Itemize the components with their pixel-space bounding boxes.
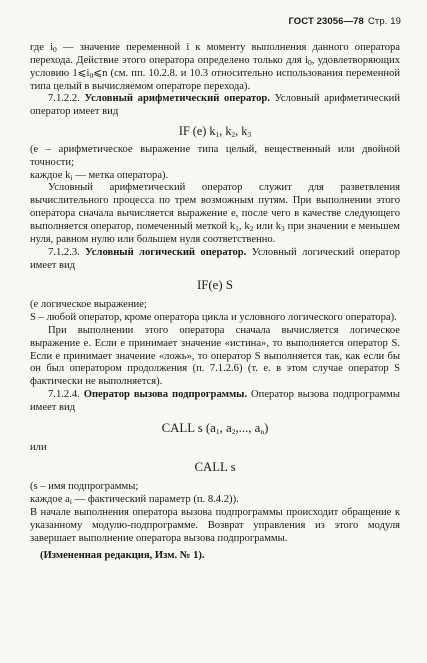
or-word: или [30,441,47,453]
section-7122-heading: 7.1.2.2. Условный арифметический оператор. Условный арифметический оператор имеет вид [30,93,400,118]
amendment-note: (Измененная редакция, Изм. № 1). [40,549,205,561]
section-7124-heading: 7.1.2.4. Оператор вызова подпрограммы. Оператор вызова подпрограммы имеет вид [30,389,400,413]
section-7123-heading: 7.1.2.3. Условный логический оператор. Условный логический оператор имеет вид [30,246,401,271]
section-7123-body: При выполнении этого оператора сначала вычисляется логическое выражение e. Если e принимает значение «истина», то выполняется оператор S. Если e принимает значение «ложь», то оператор S выполняется так, как если бы он был оператором продолжения (п. 7.1.2.6) (т. е. в этом случае оператор S фактически не выполняется). [30,324,400,388]
section-title: Условный логический оператор. [85,246,247,258]
definition-a: каждое $a_i$ — фактический параметр (п. 8.4.2)). [30,494,239,507]
section-7124-body: В начале выполнения оператора вызова подпрограммы происходит обращение к указанному модулю-подпрограмме. Возврат управления из этого модуля завершает выполнение оператора вызова подпрограммы. [30,507,400,544]
page-number: Стр. 19 [367,16,401,27]
section-title: Условный арифметический оператор. [84,93,270,105]
formula-call-args: CALL s ($a_1$, $a_2$,..., $a_n$) [161,420,269,436]
section-7122-body: Условный арифметический оператор служит для разветвления вычислительного процесса по трем возможным путям. При выполнении этого оператора сначала вычисляется выражение e, после чего в качестве следующего выполняется оператор, помеченный меткой $k_1$, $k_2$ или $k_3$ при значении e меньшем нуля, равном нулю или большем нуля соответственно. [30,182,400,245]
standard-number: ГОСТ 23056—78 [288,16,364,27]
page-header [288,16,401,27]
definition-e-logical: (e логическое выражение; [30,299,147,311]
definition-k: каждое $k_i$ — метка оператора). [30,169,169,182]
formula-call: CALL s [194,460,236,475]
definition-s: S – любой оператор, кроме оператора цикла и условного логического оператора). [30,312,397,324]
definition-e: (e – арифметическое выражение типа целый, вещественный или двойной точности; [30,143,400,168]
definition-s-name: (s – имя подпрограммы; [30,481,139,493]
document-body [30,42,400,562]
intro-paragraph: где $i_0$ — значение переменной i к моменту выполнения данного оператора перехода. Действие этого оператора определено только для $i_0$, удовлетворяющих условию $1⩽i_0⩽n$ (см. пп. 10.2.8. и 10.3 относительно использования переменной типа целый в вычисляемом операторе перехода). [30,42,400,92]
formula-if-logical: IF(e) S [197,278,233,293]
section-title: Оператор вызова подпрограммы. [83,389,248,401]
formula-if-arithmetic: IF (e) $k_1$, $k_2$, $k_3$ [178,124,252,140]
